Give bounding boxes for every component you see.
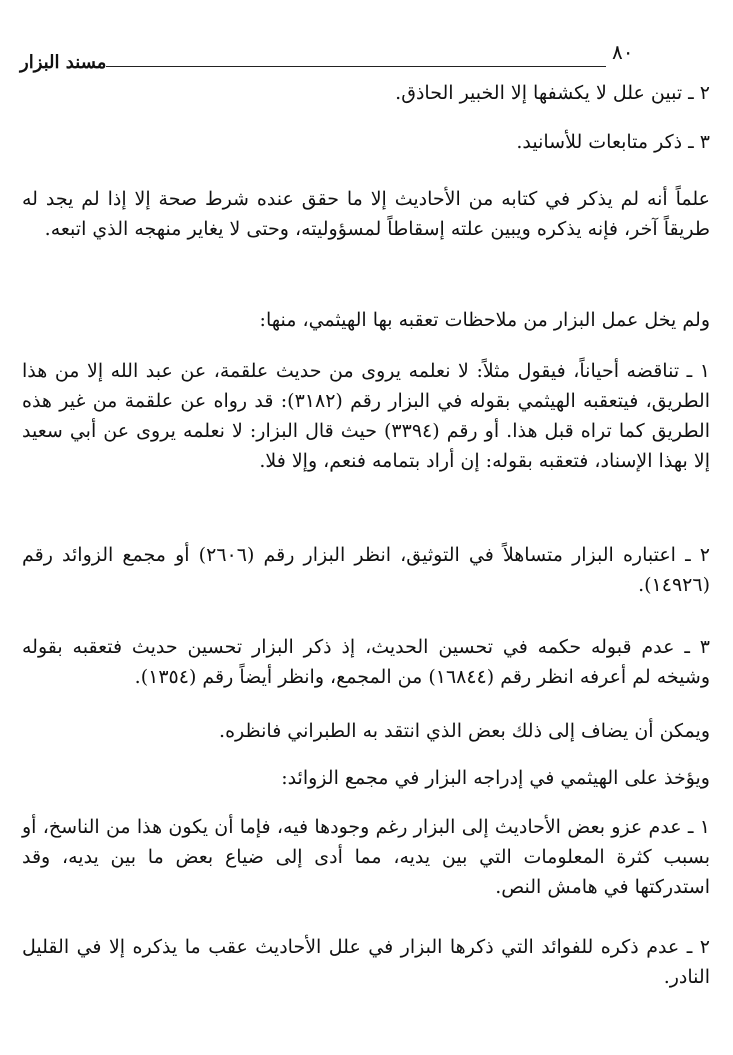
header-rule [106, 66, 606, 67]
paragraph-critique-heading: ويؤخذ على الهيثمي في إدراجه البزار في مجمع الزوائد: [281, 767, 710, 789]
paragraph-addition: ويمكن أن يضاف إلى ذلك بعض الذي انتقد به الطبراني فانظره. [219, 720, 710, 742]
note-item-2: ٢ ـ اعتباره البزار متساهلاً في التوثيق، انظر البزار رقم (٢٦٠٦) أو مجمع الزوائد رقم (١٤٩٢٦). [22, 544, 711, 596]
list-item-2: ٢ ـ تبين علل لا يكشفها إلا الخبير الحاذق. [395, 82, 710, 104]
note-item-1: ١ ـ تناقضه أحياناً، فيقول مثلاً: لا نعلمه يروى من حديث علقمة، عن عبد الله إلا من هذا الطريق، فيتعقبه الهيثمي بقوله في البزار رقم (٣١٨٢): قد رواه عن علقمة من غير هذه الطريق كما تراه قبل هذا. أو رقم (٣٣٩٤) حيث قال البزار: لا نعلمه يروى عن أبي سعيد إلا بهذا الإسناد، فتعقبه بقوله: إن أراد بتمامه فنعم، وإلا فلا. [22, 360, 710, 472]
page-header [20, 40, 634, 73]
page-number: ٨٠ [612, 40, 634, 64]
paragraph-notes-heading: ولم يخل عمل البزار من ملاحظات تعقبه بها الهيثمي، منها: [259, 309, 710, 331]
critique-item-1: ١ ـ عدم عزو بعض الأحاديث إلى البزار رغم وجودها فيه، فإما أن يكون هذا من الناسخ، أو بسبب كثرة المعلومات التي بين يديه، مما أدى إلى ضياع بعض ما بين يديه، وقد استدركتها في هامش النص. [22, 816, 710, 898]
running-title: مسند البزار [20, 52, 107, 73]
list-item-3: ٣ ـ ذكر متابعات للأسانيد. [516, 131, 710, 153]
paragraph-intro: علماً أنه لم يذكر في كتابه من الأحاديث إلا ما حقق عنده شرط صحة إلا إذا لم يجد له طريقاً آخر، فإنه يذكره ويبين علته إسقاطاً لمسؤوليته، وحتى لا يغاير منهجه الذي اتبعه. [22, 188, 710, 240]
note-item-3: ٣ ـ عدم قبوله حكمه في تحسين الحديث، إذ ذكر البزار تحسين حديث فتعقبه بقوله وشيخه لم أعرفه انظر رقم (١٦٨٤٤) من المجمع، وانظر أيضاً رقم (١٣٥٤). [22, 636, 710, 688]
critique-item-2: ٢ ـ عدم ذكره للفوائد التي ذكرها البزار في علل الأحاديث عقب ما يذكره إلا في القليل النادر. [22, 936, 710, 988]
